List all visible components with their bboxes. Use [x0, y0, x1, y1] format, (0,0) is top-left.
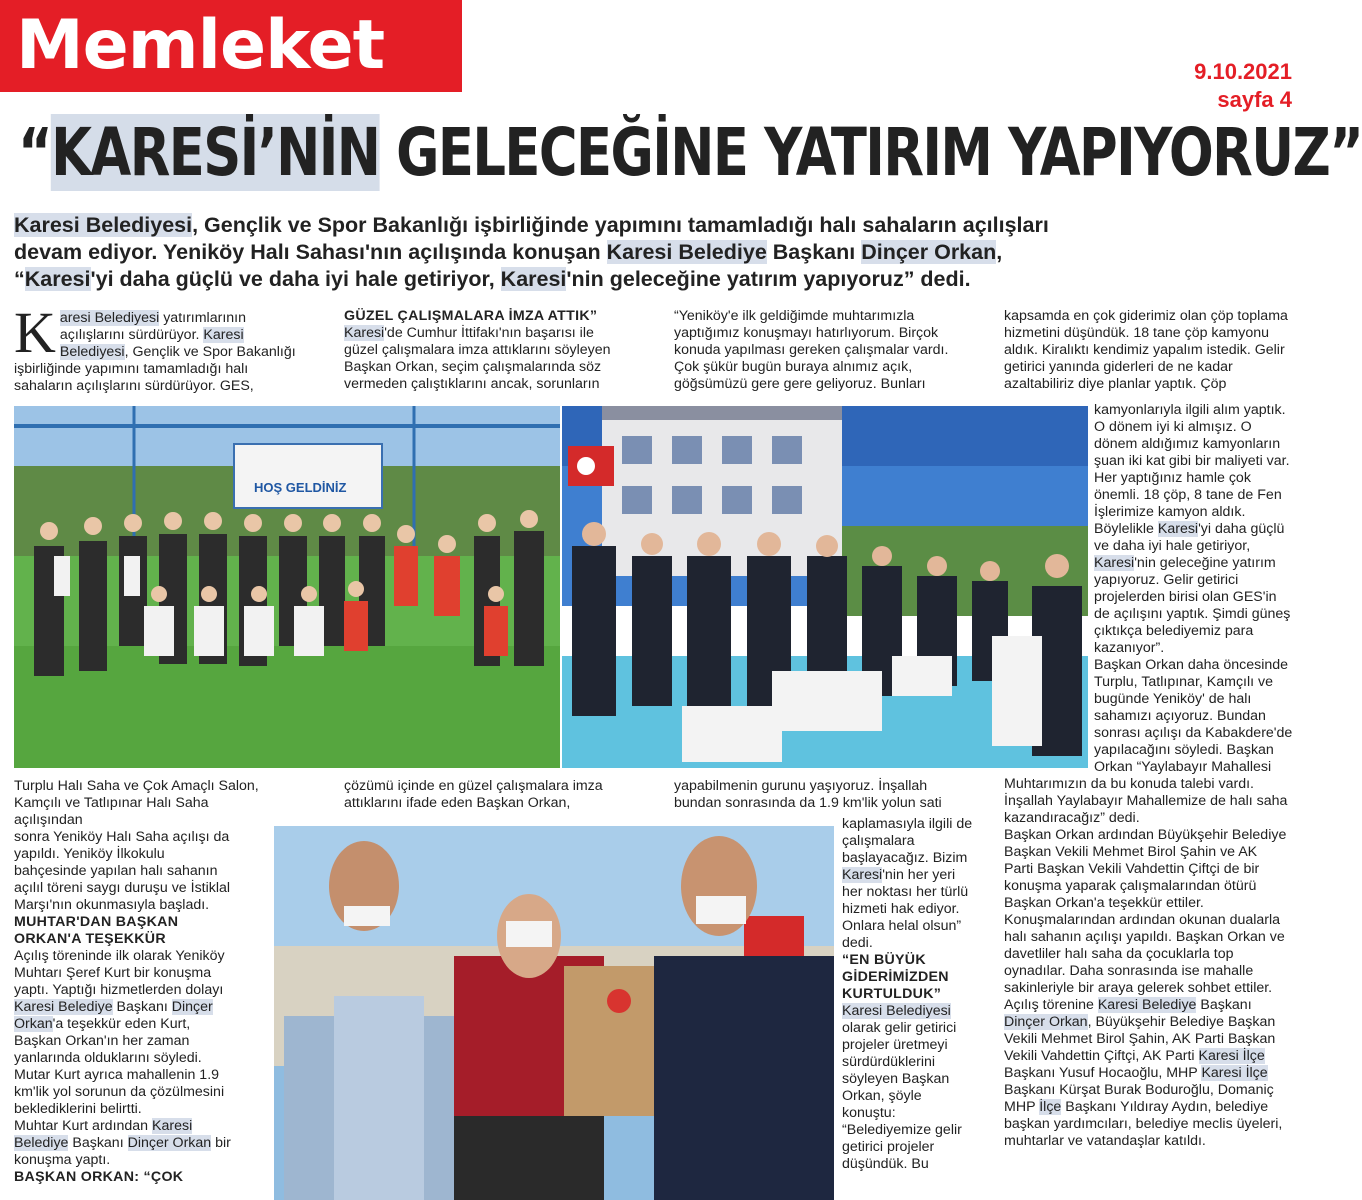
text: düşündük. Bu: [842, 1156, 929, 1172]
text: Konuşmalarından ardından okunan dualarla: [1004, 912, 1281, 928]
deck-text: 'yi daha güçlü ve daha iyi hale getiriyor,: [90, 267, 501, 291]
text: Onlara helal olsun”: [842, 918, 962, 934]
text: yaptı. Yaptığı hizmetlerden dolayı: [14, 982, 224, 998]
text-hl: İlçe: [1039, 1099, 1062, 1115]
text-hl: Karesi: [1094, 555, 1135, 571]
subheading: GİDERİMİZDEN: [842, 969, 949, 985]
text: açılıl töreni saygı duruşu ve İstiklal: [14, 880, 231, 896]
subheading: GÜZEL ÇALIŞMALARA İMZA ATTIK”: [344, 308, 598, 324]
text: 'de Cumhur İttifakı'nın başarısı ile: [384, 325, 594, 341]
text: Vekili Vahdettin Çiftçi, AK Parti: [1004, 1048, 1199, 1064]
col1-bottom: [14, 778, 270, 1186]
text: Açılış töreninde ilk olarak Yeniköy: [14, 948, 225, 964]
subheading: MUHTAR'DAN BAŞKAN: [14, 914, 179, 930]
text: yapıyoruz. Gelir getirici: [1094, 572, 1239, 588]
masthead-logo: [0, 0, 462, 92]
text: sonrası açılışı da Kabakdere'de: [1094, 725, 1293, 741]
text: getirici yanında giderleri de ne kadar: [1004, 359, 1233, 375]
text: söyleyen Başkan: [842, 1071, 950, 1087]
text: ve daha iyi hale getiriyor,: [1094, 538, 1251, 554]
text: Orkan, şöyle: [842, 1088, 922, 1104]
text: Başkan Orkan, seçim çalışmalarında söz: [344, 359, 602, 375]
text: olarak gelir getirici: [842, 1020, 957, 1036]
deck-hl: Karesi: [24, 267, 91, 291]
photo-group-pitch: [14, 406, 560, 768]
text: güzel çalışmalara imza attıklarını söyleyen: [344, 342, 611, 358]
text: getirici projeler: [842, 1139, 935, 1155]
text: Orkan “Yaylabayır Mahallesi: [1094, 759, 1272, 775]
text: yapabilmenin gurunu yaşıyoruz. İnşallah: [674, 778, 928, 794]
col1-top: [14, 300, 332, 395]
deck: [14, 212, 1314, 293]
text: halı sahanın açılışı yapıldı. Başkan Orkan ve: [1004, 929, 1285, 945]
text: projeler üretmeyi: [842, 1037, 948, 1053]
text-hl: Dinçer: [171, 999, 213, 1015]
text-hl: Karesi Belediye: [1097, 997, 1197, 1013]
text: kazanıyor”.: [1094, 640, 1165, 656]
text: İnşallah Yaylabayır Mahallemize de halı saha: [1004, 793, 1288, 809]
text: km'lik yol sorunun da çözülmesini: [14, 1084, 225, 1100]
text: Böylelikle: [1094, 521, 1158, 537]
deck-hl: Dinçer Orkan: [861, 240, 997, 264]
text-hl: Belediye: [14, 1135, 69, 1151]
text: sahaların açılışlarını sürdürüyor. GES,: [14, 378, 254, 394]
text: Başkan Orkan daha öncesinde: [1094, 657, 1289, 673]
headline-quote-close: ”: [1329, 114, 1362, 191]
text: bundan sonrasında da 1.9 km'lik yolun sati: [674, 795, 942, 811]
text: bir: [211, 1135, 231, 1151]
text-hl: Karesi Belediyesi: [842, 1003, 951, 1019]
text: konuştu:: [842, 1105, 896, 1121]
text: Parti Başkan Vekili Vahdettin Çiftçi de bir: [1004, 861, 1260, 877]
text: sahamızı açıyoruz. Bundan: [1094, 708, 1266, 724]
col4-top: [1004, 308, 1324, 393]
text: Başkan Orkan ardından Büyükşehir Belediye: [1004, 827, 1287, 843]
text: , Büyükşehir Belediye Başkan: [1087, 1014, 1276, 1030]
text: konuda yapılması gereken çalışmalar vardı.: [674, 342, 949, 358]
deck-text: , Gençlik ve Spor Bakanlığı işbirliğinde yapımını tamamladığı halı sahaların açılışları: [192, 213, 1049, 237]
deck-hl: Karesi: [500, 267, 567, 291]
deck-hl: Karesi Belediye: [606, 240, 767, 264]
text: yanlarında olduklarını söyledi.: [14, 1050, 202, 1066]
issue-date: 9.10.2021: [1194, 59, 1292, 84]
subheading: ORKAN'A TEŞEKKÜR: [14, 931, 166, 947]
headline-quote-open: “: [18, 114, 52, 191]
deck-text: devam ediyor. Yeniköy Halı Sahası'nın açılışında konuşan: [14, 240, 607, 264]
text: Çok şükür bugün buraya alnımız açık,: [674, 359, 913, 375]
text: hizmetini düşündük. 18 tane çöp kamyonu: [1004, 325, 1269, 341]
text: her noktası her türlü: [842, 884, 969, 900]
text: İşlerimize kamyon aldık.: [1094, 504, 1246, 520]
text: 'yi daha güçlü: [1198, 521, 1285, 537]
text-hl: Karesi Belediye: [14, 999, 113, 1015]
text: yapıldı. Yeniköy İlkokulu: [14, 846, 165, 862]
text: azaltabiliriz diye planlar yaptık. Çöp: [1004, 376, 1227, 392]
text: Mutar Kurt ayrıca mahallenin 1.9: [14, 1067, 220, 1083]
text: işbirliğinde yapımını tamamladığı halı: [14, 361, 249, 377]
deck-hl: Karesi Belediyesi: [14, 213, 193, 237]
text: O dönem iyi ki almışız. O: [1094, 419, 1252, 435]
text: de açılışını yaptık. Şimdi güneş: [1094, 606, 1291, 622]
col4-side: [1094, 402, 1330, 776]
text-hl: Karesi: [203, 327, 244, 343]
text: konuşma yaparak çalışmalarından ötürü: [1004, 878, 1257, 894]
text: dedi.: [842, 935, 873, 951]
subheading: KURTULDUK”: [842, 986, 942, 1002]
text: Başkan Vekili Mehmet Birol Şahin ve AK: [1004, 844, 1258, 860]
text-hl: Karesi İlçe: [1201, 1065, 1268, 1081]
text: “Belediyemize gelir: [842, 1122, 962, 1138]
text: hizmeti hak ediyor.: [842, 901, 960, 917]
text: bahçesinde yapılan halı sahanın: [14, 863, 218, 879]
text: Başkanı Yusuf Hocaoğlu, MHP: [1004, 1065, 1202, 1081]
text: başkan yardımcıları, belediye meclis üyeleri,: [1004, 1116, 1283, 1132]
dropcap: K: [14, 300, 56, 365]
text: 'nin her yeri: [882, 867, 956, 883]
text: attıklarını ifade eden Başkan Orkan,: [344, 795, 571, 811]
text: kapsamda en çok giderimiz olan çöp toplama: [1004, 308, 1288, 324]
text: 'a teşekkür eden Kurt,: [52, 1016, 191, 1032]
text-hl: Karesi: [152, 1118, 193, 1134]
text: aldık. Kiralıktı kendimiz yapalım istedik. Gelir: [1004, 342, 1285, 358]
text: MHP: [1004, 1099, 1040, 1115]
text: Başkanı: [68, 1135, 128, 1151]
page-number: sayfa 4: [1217, 87, 1292, 112]
text-hl: Dinçer Orkan: [1004, 1014, 1088, 1030]
text: Başkanı: [112, 999, 172, 1015]
text: konuşma yaptı.: [14, 1152, 111, 1168]
text: sonra Yeniköy Halı Saha açılışı da: [14, 829, 230, 845]
text-hl: aresi Belediyesi: [59, 310, 160, 326]
photo-ceremony: [562, 406, 1088, 768]
col3-top: [674, 308, 994, 393]
col2-top: [344, 308, 664, 393]
text: göğsümüzü gere gere geliyoruz. Bunları: [674, 376, 926, 392]
text: Başkan Orkan'ın her zaman: [14, 1033, 190, 1049]
text-hl: Orkan: [14, 1016, 53, 1032]
photo-flower-presentation: [274, 826, 834, 1200]
text: Başkanı: [1196, 997, 1252, 1013]
text: Muhtar Kurt ardından: [14, 1118, 153, 1134]
deck-text: ,: [996, 240, 1003, 264]
text: Turplu, Tatlıpınar, Kamçılı ve: [1094, 674, 1273, 690]
col2-bottom: [344, 778, 664, 812]
subheading: BAŞKAN ORKAN: “ÇOK: [14, 1169, 184, 1185]
text: 'nin geleceğine yatırım: [1134, 555, 1276, 571]
text: Açılış törenine: [1004, 997, 1098, 1013]
text: Marşı'nın okunmasıyla başladı.: [14, 897, 210, 913]
col4-bottom: [1004, 776, 1330, 1150]
text: sakinleriyle bir araya gelerek sohbet ettiler.: [1004, 980, 1273, 996]
text: yaptığımız konuşmayı hatırlıyorum. Birçok: [674, 325, 939, 341]
text: yapılacağını söyledi. Başkan: [1094, 742, 1274, 758]
banner-text: HOŞ GELDİNİZ: [254, 480, 347, 495]
text: muhtarlar ve vatandaşlar katıldı.: [1004, 1133, 1206, 1149]
text: Başkanı Kürşat Burak Boduroğlu, Domaniç: [1004, 1082, 1274, 1098]
text: Her yaptığınız hamle çok: [1094, 470, 1251, 486]
text-hl: Belediyesi: [59, 344, 125, 360]
text: Başkanı Yıldıray Aydın, belediye: [1061, 1099, 1269, 1115]
text: kazandıracağız” dedi.: [1004, 810, 1140, 826]
text: çıktıkça belediyemiz para: [1094, 623, 1254, 639]
text: , Gençlik ve Spor Bakanlığı: [124, 344, 296, 360]
text: çalışmalara: [842, 833, 915, 849]
text: dönem aldığımız kamyonların: [1094, 436, 1281, 452]
text: Turplu Halı Saha ve Çok Amaçlı Salon,: [14, 778, 259, 794]
text: davetliler halı saha da çocuklarla top: [1004, 946, 1234, 962]
text: Muhtarımızın da bu konuda talebi vardı.: [1004, 776, 1254, 792]
date-block: [1194, 58, 1292, 114]
text: projelerden birisi olan GES'in: [1094, 589, 1277, 605]
text-hl: Dinçer Orkan: [127, 1135, 212, 1151]
text: şuan iki kat gibi bir maliyeti var.: [1094, 453, 1290, 469]
text: başlayacağız. Bizim: [842, 850, 968, 866]
text: kamyonlarıyla ilgili alım yaptık.: [1094, 402, 1286, 418]
deck-text: “: [14, 267, 25, 291]
text-hl: Karesi İlçe: [1198, 1048, 1265, 1064]
subheading: “EN BÜYÜK: [842, 952, 926, 968]
col3-narrow: [842, 816, 1000, 1173]
text: önemli. 18 çöp, 8 tane de Fen: [1094, 487, 1282, 503]
masthead-title: Memleket: [16, 6, 385, 85]
text: vermeden çalıştıklarını ancak, sorunların: [344, 376, 600, 392]
text-hl: Karesi: [842, 867, 883, 883]
text: Başkan Orkan'a teşekkür ettiler.: [1004, 895, 1204, 911]
text: sürdürdüklerini: [842, 1054, 936, 1070]
headline-rest: GELECEĞİNE YATIRIM YAPIYORUZ: [379, 114, 1330, 191]
headline-karesi: KARESİ’NİN: [51, 114, 380, 191]
deck-text: Başkanı: [766, 240, 862, 264]
text-hl: Karesi: [1157, 521, 1199, 537]
text: oynadılar. Daha sonrasında ise mahalle: [1004, 963, 1254, 979]
text: açılışlarını sürdürüyor.: [59, 327, 204, 343]
col3-bottom: [674, 778, 994, 812]
text: çözümü içinde en güzel çalışmalara imza: [344, 778, 603, 794]
text: Vekili Mehmet Birol Şahin, AK Parti Başkan: [1004, 1031, 1276, 1047]
text: “Yeniköy'e ilk geldiğimde muhtarımızla: [674, 308, 915, 324]
text: kaplamasıyla ilgili de: [842, 816, 973, 832]
text-hl: Karesi: [344, 325, 385, 341]
text: yatırımlarının: [159, 310, 246, 326]
headline: [18, 108, 1362, 200]
deck-text: 'nin geleceğine yatırım yapıyoruz” dedi.: [566, 267, 971, 291]
text: Kamçılı ve Tatlıpınar Halı Saha açılışından: [14, 795, 209, 828]
text: bugünde Yeniköy' de halı: [1094, 691, 1252, 707]
text: Muhtarı Şeref Kurt bir konuşma: [14, 965, 212, 981]
text: beklediklerini belirtti.: [14, 1101, 142, 1117]
